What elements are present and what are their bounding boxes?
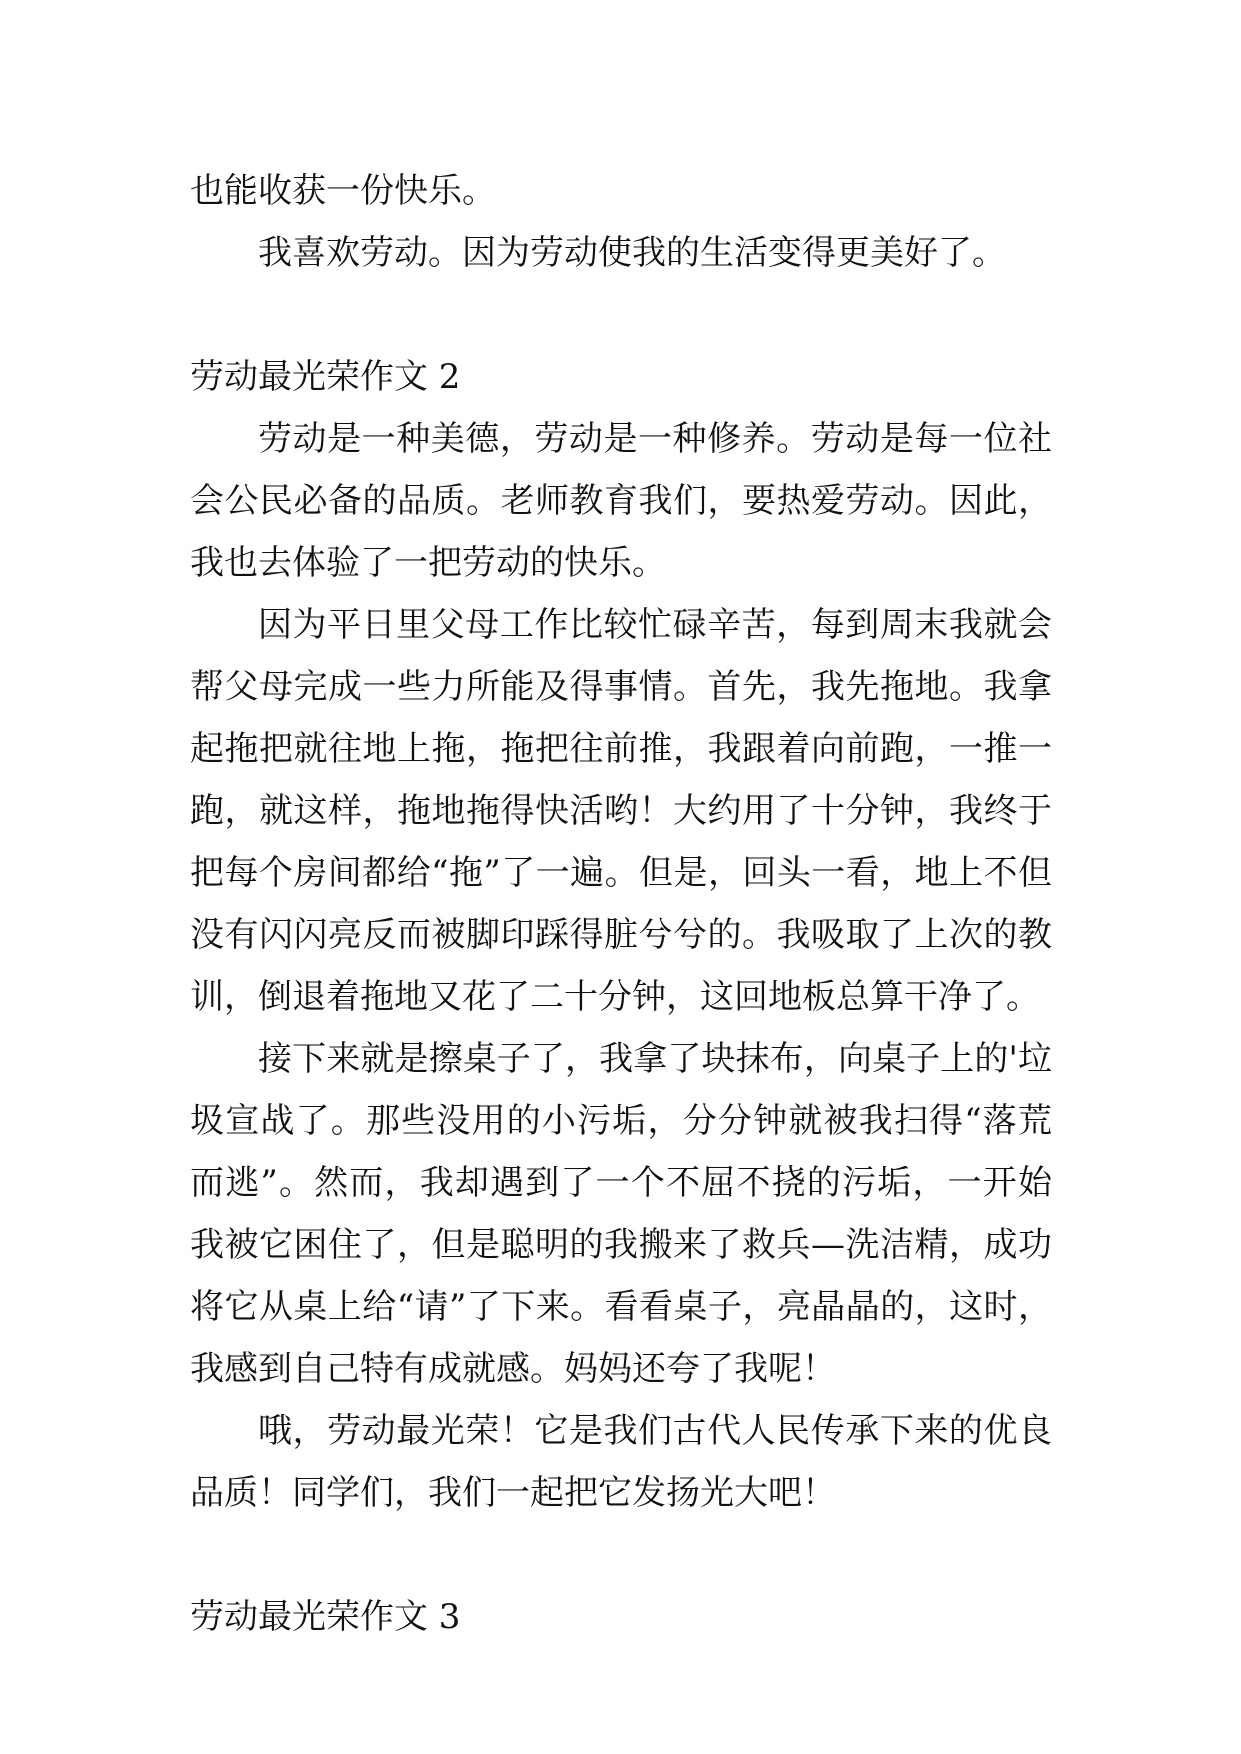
section-spacer: [190, 1524, 1052, 1586]
paragraph: 因为平日里父母工作比较忙碌辛苦，每到周末我就会帮父母完成一些力所能及得事情。首先，我先拖地。我拿起拖把就往地上拖，拖把往前推，我跟着向前跑，一推一跑，就这样，拖地拖得快活哟！大约用了十分钟，我终于把每个房间都给“拖”了一遍。但是，回头一看，地上不但没有闪闪亮反而被脚印踩得脏兮兮的。我吸取了上次的教训，倒退着拖地又花了二十分钟，这回地板总算干净了。: [190, 605, 1052, 1017]
document-body: [190, 160, 1052, 1648]
essay-heading: 劳动最光荣作文 2: [190, 357, 461, 397]
paragraph: 哦，劳动最光荣！它是我们古代人民传承下来的优良品质！同学们，我们一起把它发扬光大吧！: [190, 1411, 1052, 1513]
essay-heading: 劳动最光荣作文 3: [190, 1597, 461, 1637]
paragraph: 劳动是一种美德，劳动是一种修养。劳动是每一位社会公民必备的品质。老师教育我们，要热爱劳动。因此，我也去体验了一把劳动的快乐。: [190, 419, 1052, 583]
paragraph: 我喜欢劳动。因为劳动使我的生活变得更美好了。: [258, 233, 1006, 273]
paragraph-continuation: 也能收获一份快乐。: [190, 171, 496, 211]
section-spacer: [190, 284, 1052, 346]
paragraph: 接下来就是擦桌子了，我拿了块抹布，向桌子上的'垃圾宣战了。那些没用的小污垢，分分钟就被我扫得“落荒而逃”。然而，我却遇到了一个不屈不挠的污垢，一开始我被它困住了，但是聪明的我搬来了救兵—洗洁精，成功将它从桌上给“请”了下来。看看桌子，亮晶晶的，这时，我感到自己特有成就感。妈妈还夸了我呢！: [190, 1039, 1052, 1389]
